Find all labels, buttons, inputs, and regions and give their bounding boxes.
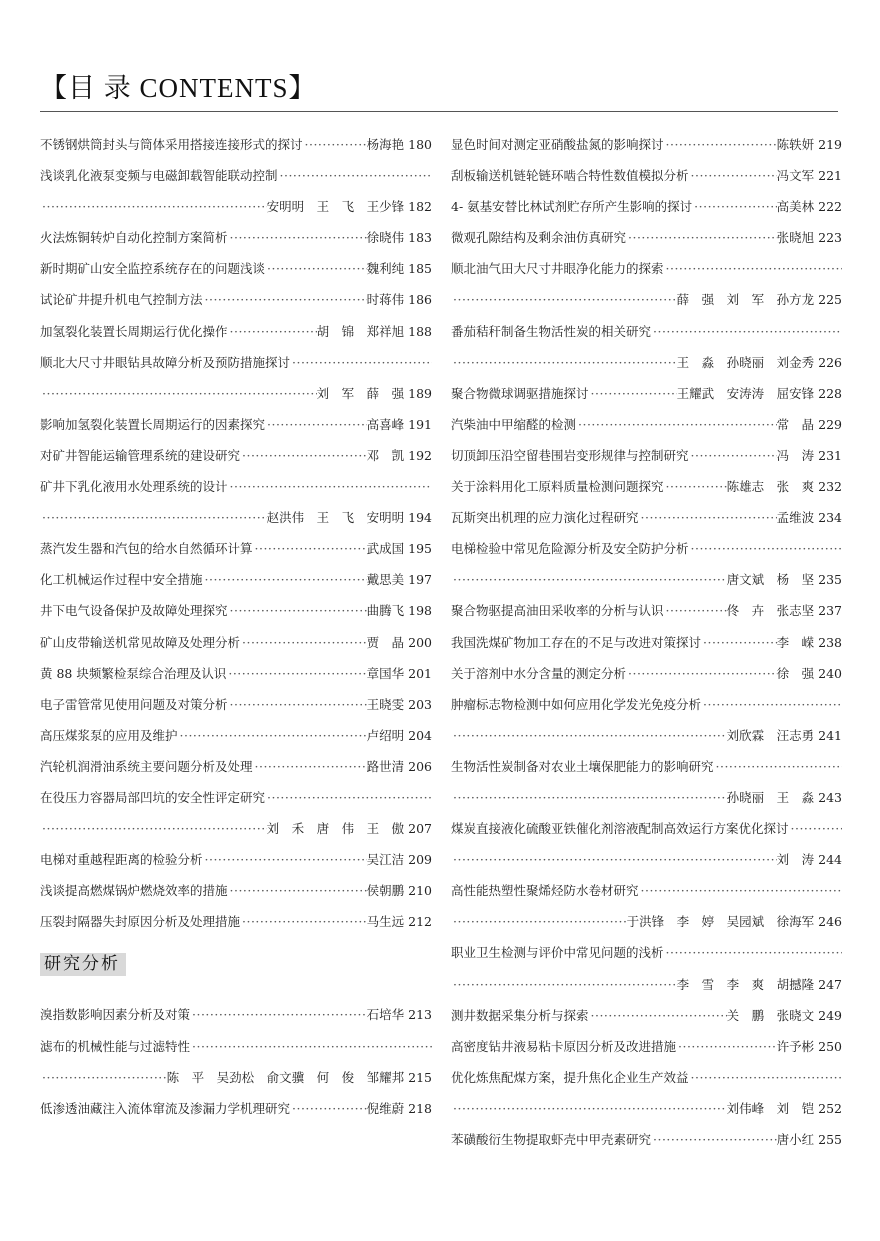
toc-entry[interactable] <box>40 999 432 1030</box>
toc-entry[interactable] <box>451 720 842 751</box>
leader-dots <box>265 409 367 440</box>
toc-column-right <box>451 129 842 1155</box>
toc-entry-title: 肿瘤标志物检测中如何应用化学发光免疫分析 <box>451 696 702 712</box>
leader-dots <box>714 751 842 782</box>
toc-entry[interactable] <box>40 347 432 378</box>
leader-dots <box>228 595 367 626</box>
toc-entry-authors-page: 刘 军 薛 强 189 <box>316 385 432 401</box>
toc-entry[interactable] <box>451 844 842 875</box>
toc-entry-title: 番茄秸秆制备生物活性炭的相关研究 <box>451 323 652 339</box>
toc-entry-title: 电梯对重越程距离的检验分析 <box>40 852 203 868</box>
leader-dots <box>240 627 367 658</box>
toc-entry[interactable] <box>451 222 842 253</box>
leader-dots <box>290 347 432 378</box>
toc-entry[interactable] <box>451 595 842 626</box>
toc-entry[interactable] <box>451 409 842 440</box>
toc-entry-authors-page: 贾 晶 200 <box>366 634 432 650</box>
toc-entry-title: 生物活性炭制备对农业土壤保肥能力的影响研究 <box>451 758 714 774</box>
leader-dots <box>451 906 627 937</box>
toc-entry-authors-page: 安明明 王 飞 王少锋 182 <box>266 199 432 215</box>
toc-entry-authors-page: 陈 平 吴劲松 俞文骥 何 俊 邹耀邦 215 <box>166 1069 432 1085</box>
toc-entry[interactable] <box>40 595 432 626</box>
toc-entry[interactable] <box>40 844 432 875</box>
toc-entry-authors-page: 高喜峰 191 <box>366 416 432 432</box>
toc-entry[interactable] <box>451 284 842 315</box>
toc-entry-authors-page: 陈雄志 张 爽 232 <box>726 479 842 495</box>
toc-entry-authors-page: 唐文斌 杨 坚 235 <box>726 572 842 588</box>
toc-entry-authors-page: 杨海艳 180 <box>366 137 432 152</box>
leader-dots <box>676 1031 777 1062</box>
toc-entry-title: 苯磺酸衍生物提取虾壳中甲壳素研究 <box>451 1132 652 1147</box>
toc-entry[interactable] <box>40 378 432 409</box>
leader-dots <box>240 906 367 937</box>
toc-entry[interactable] <box>451 564 842 595</box>
toc-entry-authors-page: 石培华 213 <box>366 1007 432 1023</box>
toc-entry[interactable] <box>40 160 432 191</box>
toc-entry-authors-page: 胡 锦 郑祥旭 188 <box>316 323 432 339</box>
toc-entry-title: 对矿井智能运输管理系统的建设研究 <box>40 447 241 463</box>
toc-entry-authors-page: 孙晓丽 王 淼 243 <box>726 789 842 805</box>
leader-dots <box>651 1124 777 1155</box>
leader-dots <box>651 316 842 347</box>
toc-entry[interactable] <box>451 253 842 284</box>
leader-dots <box>664 595 727 626</box>
toc-entry-title: 关于涂料用化工原料质量检测问题探究 <box>451 479 664 495</box>
leader-dots <box>701 689 842 720</box>
toc-entry-title: 顺北油气田大尺寸井眼净化能力的探索 <box>451 261 664 277</box>
toc-entry-authors-page: 李 嵘 238 <box>776 634 842 650</box>
toc-entry[interactable] <box>451 1000 842 1031</box>
toc-header: 【目 录 CONTENTS】 <box>40 73 317 103</box>
toc-entry-authors-page: 唐小红 255 <box>776 1132 842 1147</box>
toc-entry[interactable] <box>40 284 432 315</box>
toc-entry-title: 微观孔隙结构及剩余油仿真研究 <box>451 230 627 246</box>
leader-dots <box>265 782 432 813</box>
toc-entry-title: 顺北大尺寸井眼钻具故障分析及预防措施探讨 <box>40 354 291 370</box>
leader-dots <box>240 440 367 471</box>
section-heading <box>40 948 432 980</box>
toc-entry-title: 汽柴油中甲缩醛的检测 <box>451 416 577 432</box>
toc-entry-authors-page: 高美林 222 <box>776 199 842 215</box>
toc-entry[interactable] <box>40 751 432 782</box>
header-divider <box>40 111 838 112</box>
toc-entry-authors-page: 刘欣霖 汪志勇 241 <box>726 727 842 743</box>
toc-entry-title: 切顶卸压沿空留巷围岩变形规律与控制研究 <box>451 447 689 463</box>
toc-entry[interactable] <box>451 533 842 564</box>
leader-dots <box>451 782 727 813</box>
leader-dots <box>190 1031 432 1062</box>
toc-entry[interactable] <box>451 1062 842 1093</box>
toc-entry-title: 在役压力容器局部凹坑的安全性评定研究 <box>40 789 266 805</box>
leader-dots <box>228 471 432 502</box>
leader-dots <box>639 502 777 533</box>
leader-dots <box>203 844 367 875</box>
leader-dots <box>228 316 317 347</box>
toc-entry-authors-page: 倪维蔚 218 <box>366 1100 432 1116</box>
toc-entry[interactable] <box>451 658 842 689</box>
toc-entry-title: 不锈钢烘筒封头与筒体采用搭接连接形式的探讨 <box>40 137 303 152</box>
toc-entry-title: 溴指数影响因素分析及对策 <box>40 1007 191 1023</box>
toc-entry[interactable] <box>40 502 432 533</box>
toc-entry-authors-page: 张晓旭 223 <box>776 230 842 246</box>
toc-entry[interactable] <box>40 191 432 222</box>
toc-entry-authors-page: 王 淼 孙晓丽 刘金秀 226 <box>676 354 842 370</box>
leader-dots <box>226 658 366 689</box>
toc-entry-title: 高压煤浆泵的应用及维护 <box>40 727 178 743</box>
toc-entry-title: 汽轮机润滑油系统主要问题分析及处理 <box>40 758 253 774</box>
toc-entry[interactable] <box>451 906 842 937</box>
toc-entry-authors-page: 戴思美 197 <box>366 572 432 588</box>
toc-entry-title: 高密度钻井液易粘卡原因分析及改进措施 <box>451 1038 677 1054</box>
leader-dots <box>664 937 842 968</box>
toc-entry[interactable] <box>451 627 842 658</box>
toc-entry[interactable] <box>40 253 432 284</box>
toc-entry[interactable] <box>451 191 842 222</box>
toc-entry[interactable] <box>451 782 842 813</box>
leader-dots <box>701 627 777 658</box>
leader-dots <box>253 533 367 564</box>
toc-entry-authors-page: 冯 涛 231 <box>776 447 842 463</box>
toc-entry-title: 关于溶剂中水分含量的测定分析 <box>451 665 627 681</box>
toc-entry[interactable] <box>40 1031 432 1062</box>
toc-entry-authors-page: 曲腾飞 198 <box>366 603 432 619</box>
leader-dots <box>589 1000 727 1031</box>
toc-entry-authors-page: 薛 强 刘 军 孙方龙 225 <box>676 292 842 308</box>
toc-entry-title: 瓦斯突出机理的应力演化过程研究 <box>451 510 639 526</box>
leader-dots <box>626 222 777 253</box>
toc-entry[interactable] <box>40 316 432 347</box>
leader-dots <box>303 129 367 160</box>
toc-entry-authors-page: 佟 卉 张志坚 237 <box>726 603 842 619</box>
leader-dots <box>203 564 367 595</box>
toc-entry-title: 高性能热塑性聚烯烃防水卷材研究 <box>451 883 639 899</box>
leader-dots <box>265 253 367 284</box>
leader-dots <box>278 160 432 191</box>
toc-entry-title: 井下电气设备保护及故障处理探究 <box>40 603 228 619</box>
toc-entry[interactable] <box>451 1031 842 1062</box>
toc-entry-title: 职业卫生检测与评价中常见问题的浅析 <box>451 945 664 961</box>
leader-dots <box>639 875 842 906</box>
leader-dots <box>626 658 777 689</box>
toc-entry-authors-page: 马生远 212 <box>366 914 432 930</box>
toc-entry[interactable] <box>40 533 432 564</box>
toc-entry[interactable] <box>451 1124 842 1155</box>
toc-entry-title: 浅谈乳化液泵变频与电磁卸载智能联动控制 <box>40 168 278 184</box>
leader-dots <box>190 999 367 1030</box>
leader-dots <box>451 844 777 875</box>
leader-dots <box>589 378 677 409</box>
toc-entry-title: 化工机械运作过程中安全措施 <box>40 572 203 588</box>
leader-dots <box>40 1062 167 1093</box>
toc-entry[interactable] <box>40 627 432 658</box>
toc-entry-authors-page: 吴江洁 209 <box>366 852 432 868</box>
leader-dots <box>451 969 677 1000</box>
toc-entry[interactable] <box>451 1093 842 1124</box>
toc-entry-title: 新时期矿山安全监控系统存在的问题浅谈 <box>40 261 266 277</box>
toc-entry-title: 蒸汽发生器和汽包的给水自然循环计算 <box>40 541 253 557</box>
leader-dots <box>664 129 777 160</box>
toc-entry-authors-page: 许予彬 250 <box>776 1038 842 1054</box>
toc-entry-authors-page: 邓 凯 192 <box>366 447 432 463</box>
toc-entry[interactable] <box>40 689 432 720</box>
toc-entry-authors-page: 魏利纯 185 <box>366 261 432 277</box>
toc-entry[interactable] <box>451 471 842 502</box>
toc-entry-authors-page: 徐 强 240 <box>776 665 842 681</box>
leader-dots <box>789 813 842 844</box>
leader-dots <box>689 533 842 564</box>
section-heading-label: 研究分析 <box>40 953 126 976</box>
toc-entry[interactable] <box>451 347 842 378</box>
toc-entry-authors-page: 冯文军 221 <box>776 168 842 184</box>
leader-dots <box>228 689 367 720</box>
leader-dots <box>40 502 267 533</box>
leader-dots <box>689 160 777 191</box>
toc-entry[interactable] <box>40 222 432 253</box>
leader-dots <box>253 751 367 782</box>
toc-entry[interactable] <box>40 720 432 751</box>
toc-entry-title: 滤布的机械性能与过滤特性 <box>40 1038 191 1054</box>
toc-entry-authors-page: 刘 涛 244 <box>776 852 842 868</box>
leader-dots <box>40 191 267 222</box>
toc-entry-authors-page: 刘 禾 唐 伟 王 傲 207 <box>266 821 432 837</box>
toc-entry-title: 电子雷管常见使用问题及对策分析 <box>40 696 228 712</box>
leader-dots <box>228 222 367 253</box>
toc-entry-title: 聚合物驱提高油田采收率的分析与认识 <box>451 603 664 619</box>
toc-entry[interactable] <box>451 378 842 409</box>
toc-entry[interactable] <box>40 658 432 689</box>
toc-entry[interactable] <box>451 937 842 968</box>
toc-entry-authors-page: 王晓雯 203 <box>366 696 432 712</box>
toc-entry-authors-page: 关 鹏 张晓文 249 <box>726 1007 842 1023</box>
toc-entry-authors-page: 侯朝鹏 210 <box>366 883 432 899</box>
toc-entry-title: 黄 88 块频繁检泵综合治理及认识 <box>40 665 227 681</box>
toc-entry-authors-page: 陈轶妍 219 <box>776 137 842 152</box>
toc-entry[interactable] <box>451 440 842 471</box>
toc-entry-title: 影响加氢裂化装置长周期运行的因素探究 <box>40 416 266 432</box>
leader-dots <box>451 720 727 751</box>
toc-column-left <box>40 129 432 1124</box>
toc-entry-title: 测井数据采集分析与探索 <box>451 1007 589 1023</box>
toc-entry-authors-page: 于洪锋 李 婷 吴园斌 徐海军 246 <box>626 914 842 930</box>
toc-entry-title: 煤炭直接液化硫酸亚铁催化剂溶液配制高效运行方案优化探讨 <box>451 821 789 837</box>
toc-entry[interactable] <box>451 160 842 191</box>
toc-entry[interactable] <box>40 782 432 813</box>
leader-dots <box>451 564 727 595</box>
toc-entry[interactable] <box>40 409 432 440</box>
toc-entry-title: 我国洗煤矿物加工存在的不足与改进对策探讨 <box>451 634 702 650</box>
toc-entry[interactable] <box>40 471 432 502</box>
toc-entry-authors-page: 章国华 201 <box>366 665 432 681</box>
toc-entry[interactable] <box>40 1093 432 1124</box>
toc-entry-title: 矿井下乳化液用水处理系统的设计 <box>40 479 228 495</box>
toc-entry-title: 电梯检验中常见危险源分析及安全防护分析 <box>451 541 689 557</box>
toc-entry-title: 显色时间对测定亚硝酸盐氮的影响探讨 <box>451 137 664 152</box>
leader-dots <box>203 284 367 315</box>
leader-dots <box>664 471 727 502</box>
toc-entry[interactable] <box>40 440 432 471</box>
toc-entry[interactable] <box>451 751 842 782</box>
leader-dots <box>664 253 842 284</box>
toc-entry[interactable] <box>40 129 432 160</box>
toc-entry-title: 试论矿井提升机电气控制方法 <box>40 292 203 308</box>
toc-entry-title: 浅谈提高燃煤锅炉燃烧效率的措施 <box>40 883 228 899</box>
toc-entry[interactable] <box>451 316 842 347</box>
toc-entry[interactable] <box>40 813 432 844</box>
leader-dots <box>692 191 777 222</box>
toc-entry-title: 优化炼焦配煤方案，提升焦化企业生产效益 <box>451 1069 689 1085</box>
toc-entry[interactable] <box>451 689 842 720</box>
toc-entry-title: 火法炼铜转炉自动化控制方案简析 <box>40 230 228 246</box>
toc-entry-authors-page: 刘伟峰 刘 铠 252 <box>726 1100 842 1116</box>
toc-entry-authors-page: 常 晶 229 <box>776 416 842 432</box>
toc-entry-authors-page: 徐晓伟 183 <box>366 230 432 246</box>
toc-entry-title: 低渗透油藏注入流体窜流及渗漏力学机理研究 <box>40 1100 291 1116</box>
toc-entry[interactable] <box>40 906 432 937</box>
leader-dots <box>689 1062 842 1093</box>
toc-entry[interactable] <box>40 875 432 906</box>
leader-dots <box>290 1093 367 1124</box>
leader-dots <box>451 347 677 378</box>
leader-dots <box>228 875 367 906</box>
toc-entry-authors-page: 时蒋伟 186 <box>366 292 432 308</box>
toc-entry-title: 刮板输送机链轮链环啮合特性数值模拟分析 <box>451 168 689 184</box>
toc-entry[interactable] <box>451 969 842 1000</box>
toc-entry[interactable] <box>40 1062 432 1093</box>
leader-dots <box>178 720 367 751</box>
toc-entry-title: 4- 氨基安替比林试剂贮存所产生影响的探讨 <box>451 199 693 215</box>
toc-entry[interactable] <box>451 129 842 160</box>
toc-entry[interactable] <box>451 813 842 844</box>
toc-entry-authors-page: 孟维波 234 <box>776 510 842 526</box>
leader-dots <box>576 409 777 440</box>
leader-dots <box>451 284 677 315</box>
toc-entry-title: 聚合物微球调驱措施探讨 <box>451 385 589 401</box>
toc-entry-authors-page: 武成国 195 <box>366 541 432 557</box>
toc-entry[interactable] <box>40 564 432 595</box>
toc-entry-title: 矿山皮带输送机常见故障及处理分析 <box>40 634 241 650</box>
toc-entry-authors-page: 卢绍明 204 <box>366 727 432 743</box>
toc-entry-authors-page: 赵洪伟 王 飞 安明明 194 <box>266 510 432 526</box>
toc-entry[interactable] <box>451 875 842 906</box>
leader-dots <box>451 1093 727 1124</box>
leader-dots <box>689 440 777 471</box>
leader-dots <box>40 378 317 409</box>
toc-entry-authors-page: 王耀武 安涛涛 屈安锋 228 <box>676 385 842 401</box>
toc-entry-title: 压裂封隔器失封原因分析及处理措施 <box>40 914 241 930</box>
toc-entry-title: 加氢裂化装置长周期运行优化操作 <box>40 323 228 339</box>
leader-dots <box>40 813 267 844</box>
toc-entry-authors-page: 李 雪 李 爽 胡撼隆 247 <box>676 976 842 992</box>
toc-entry[interactable] <box>451 502 842 533</box>
toc-entry-authors-page: 路世清 206 <box>366 758 432 774</box>
